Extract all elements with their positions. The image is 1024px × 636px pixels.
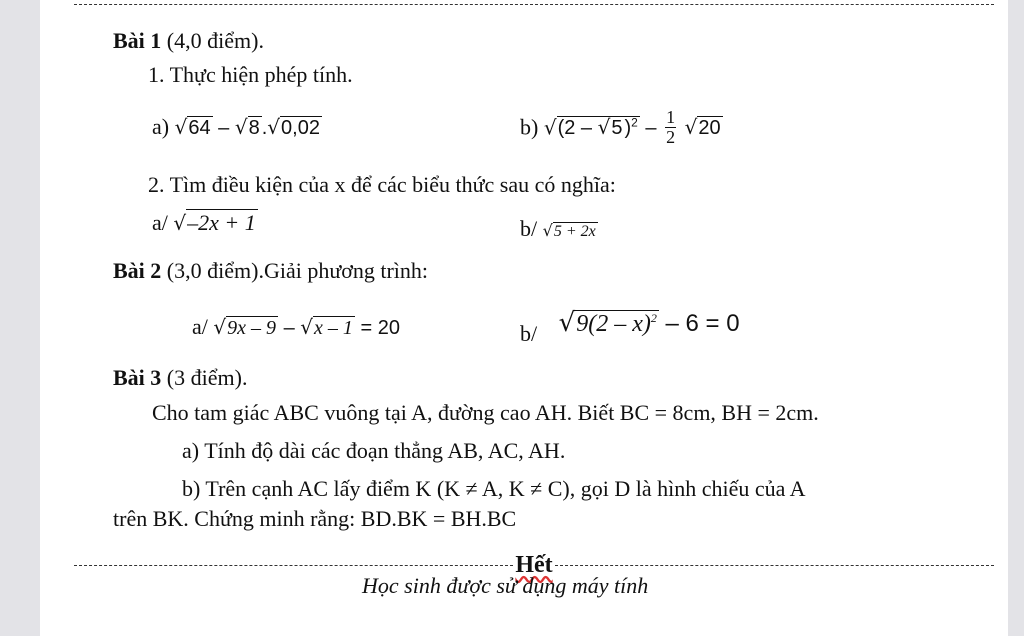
radical: √x – 1	[300, 315, 353, 339]
top-dashed-rule	[74, 4, 994, 5]
bai3-heading	[113, 367, 247, 389]
bai2-b: b/ √9(2 – x)$^2$ – 6 = 0	[520, 308, 740, 346]
bai3-a: a) Tính độ dài các đoạn thẳng AB, AC, AH.	[182, 438, 566, 463]
radical: √8	[234, 115, 260, 139]
right-margin	[1008, 0, 1024, 636]
bai3-points: (3 điểm).	[166, 365, 248, 390]
bai2-heading	[113, 260, 428, 282]
bai1-heading	[113, 30, 264, 52]
bai1-q1a: a) √64 – √8 .√0,02	[152, 114, 320, 139]
bai1-q1b: b) √(2 – √5 )$^2$ – $\frac{1}{2}$ √20	[520, 107, 721, 147]
bai1-title: Bài 1	[113, 28, 162, 53]
bai3-b-line2: trên BK. Chứng minh rằng: BD.BK = BH.BC	[113, 506, 517, 531]
bai1-q2b: b/ √5 + 2x	[520, 216, 596, 241]
radical: √(2 – √5 )$^2$	[543, 115, 638, 140]
q1b-label: b)	[520, 114, 539, 140]
bai2-title: Bài 2	[113, 258, 162, 283]
bai2-points: (3,0 điểm).Giải phương trình:	[166, 258, 429, 283]
end-word: Hết	[515, 551, 553, 578]
q1a-label: a)	[152, 114, 170, 139]
bai2-a: a/ √9x – 9 – √x – 1 = 20	[192, 314, 400, 339]
radical: √20	[684, 114, 721, 139]
bai3-intro: Cho tam giác ABC vuông tại A, đường cao AH. Biết BC = 8cm, BH = 2cm.	[152, 400, 819, 425]
bai1-points: (4,0 điểm).	[166, 28, 264, 53]
bai3-b-line1: b) Trên cạnh AC lấy điểm K (K ≠ A, K ≠ C), gọi D là hình chiếu của A	[182, 476, 806, 501]
calculator-note: Học sinh được sử dụng máy tính	[362, 573, 649, 598]
bai1-q2: 2. Tìm điều kiện của x để các biểu thức sau có nghĩa:	[148, 172, 616, 197]
radical: √0,02	[267, 115, 320, 139]
radical: √9x – 9	[213, 315, 277, 339]
left-margin	[0, 0, 40, 636]
bai1-q1: 1. Thực hiện phép tính.	[148, 62, 353, 87]
radical: √–2x + 1	[173, 210, 256, 235]
bai3-title: Bài 3	[113, 365, 162, 390]
fraction-one-half: $\frac{1}{2}$	[666, 107, 676, 147]
bai1-q2a: a/ √–2x + 1	[152, 210, 256, 235]
radical: √64	[174, 115, 211, 139]
radical: √9(2 – x)$^2$	[558, 308, 657, 338]
radical: √5 + 2x	[542, 221, 596, 240]
